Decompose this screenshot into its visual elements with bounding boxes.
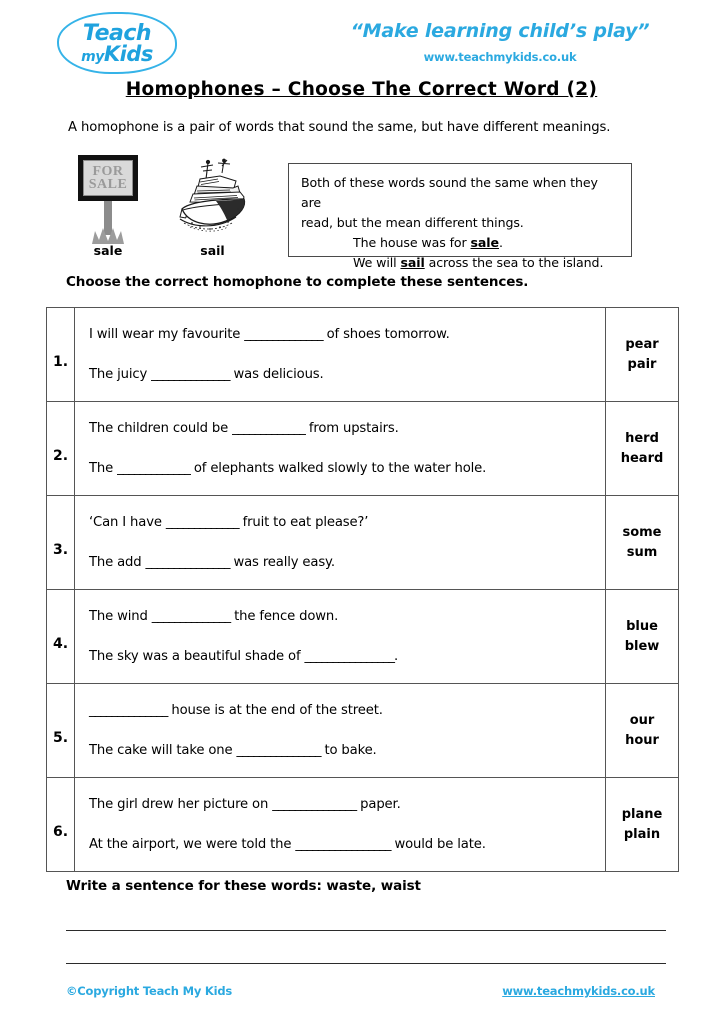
- explanation-box: [288, 163, 632, 270]
- page-title: Homophones – Choose The Correct Word (2): [125, 79, 598, 100]
- sentence-line: [89, 648, 605, 665]
- logo-text-kids: Kids: [103, 42, 153, 66]
- table-row: [47, 684, 679, 778]
- question-number: 3.: [47, 496, 75, 590]
- teach-my-kids-logo: [57, 12, 177, 74]
- sentence-text-pre: The cake will take one: [89, 742, 237, 758]
- example-sale-post: .: [498, 234, 503, 250]
- sentence-line: [89, 742, 605, 759]
- explanation-example-sail: [301, 253, 619, 273]
- questions-table: [46, 307, 679, 872]
- word-choice-option[interactable]: blue: [626, 619, 658, 634]
- sentence-line: [89, 608, 605, 625]
- sentence-text-post: house is at the end of the street.: [167, 703, 383, 719]
- question-sentences: [75, 590, 606, 684]
- answer-blank[interactable]: _____________: [232, 421, 305, 437]
- sale-caption: sale: [93, 243, 123, 258]
- answer-writing-line[interactable]: [66, 963, 666, 964]
- sentence-text-post: would be late.: [390, 836, 486, 852]
- sailboat-figure: [165, 155, 260, 260]
- table-row: [47, 496, 679, 590]
- for-sale-sign-board: [78, 155, 138, 201]
- answer-blank[interactable]: ______________: [89, 703, 168, 719]
- sentence-text-post: was delicious.: [229, 366, 324, 382]
- example-sail-pre: We will: [353, 254, 401, 270]
- sentence-line: [89, 702, 605, 719]
- word-choice-option[interactable]: some: [622, 525, 662, 540]
- brand-tagline: “Make learning child’s play”: [350, 20, 650, 42]
- answer-blank[interactable]: ______________: [151, 609, 231, 625]
- question-number: 6.: [47, 778, 75, 872]
- sentence-text-post: fruit to eat please?’: [238, 515, 369, 531]
- example-sale-pre: The house was for: [353, 234, 471, 250]
- word-choices: [606, 496, 679, 590]
- question-number: 4.: [47, 590, 75, 684]
- sentence-text-post: to bake.: [320, 742, 377, 758]
- sentence-text-post: the fence down.: [230, 609, 339, 625]
- word-choice-option[interactable]: blew: [624, 638, 660, 654]
- explanation-line-2: read, but the mean different things.: [301, 214, 524, 230]
- word-choices: [606, 778, 679, 872]
- word-choices: [606, 590, 679, 684]
- sentence-text-pre: The wind: [89, 609, 152, 625]
- footer-copyright: ©Copyright Teach My Kids: [66, 984, 233, 998]
- answer-blank[interactable]: _________________: [295, 836, 391, 852]
- word-choice-option[interactable]: pear: [625, 337, 659, 352]
- logo-text-my: my: [81, 49, 104, 65]
- example-section: [60, 155, 660, 270]
- sentence-text-pre: At the airport, we were told the: [89, 836, 296, 852]
- table-row: [47, 402, 679, 496]
- question-sentences: [75, 778, 606, 872]
- word-choices: [606, 402, 679, 496]
- answer-blank[interactable]: ______________: [244, 327, 323, 343]
- question-sentences: [75, 684, 606, 778]
- sentence-line: [89, 796, 605, 813]
- question-sentences: [75, 496, 606, 590]
- explanation-line-1: Both of these words sound the same when they are: [301, 175, 598, 210]
- example-sail-post: across the sea to the island.: [424, 254, 604, 270]
- sentence-text-pre: The: [89, 460, 118, 476]
- answer-writing-line[interactable]: [66, 930, 666, 931]
- answer-blank[interactable]: _____________: [165, 515, 239, 531]
- word-choices: [606, 308, 679, 402]
- table-row: [47, 590, 679, 684]
- for-sale-sign-figure: [68, 155, 148, 260]
- sentence-text-pre: The juicy: [89, 366, 152, 382]
- answer-blank[interactable]: ______________: [151, 366, 230, 382]
- answer-blank[interactable]: _______________: [145, 554, 230, 570]
- answer-blank[interactable]: _______________: [236, 742, 321, 758]
- question-sentences: [75, 308, 606, 402]
- question-number: 1.: [47, 308, 75, 402]
- logo-text-teach: Teach: [82, 21, 152, 46]
- word-choice-option[interactable]: plain: [623, 826, 661, 842]
- grass-tuft-icon: [90, 225, 126, 245]
- sentence-text-post: .: [394, 648, 399, 664]
- question-number: 5.: [47, 684, 75, 778]
- table-row: [47, 778, 679, 872]
- word-choice-option[interactable]: pair: [627, 356, 657, 372]
- answer-blank[interactable]: _____________: [117, 460, 190, 476]
- sentence-text-post: of shoes tomorrow.: [322, 327, 450, 343]
- example-sale-word: sale: [470, 234, 499, 250]
- sentence-text-pre: The sky was a beautiful shade of: [89, 648, 305, 664]
- sentence-line: [89, 326, 605, 343]
- word-choice-option[interactable]: plane: [621, 807, 663, 822]
- question-sentences: [75, 402, 606, 496]
- word-choice-option[interactable]: hour: [625, 732, 659, 748]
- logo-text-mykids: [57, 44, 177, 65]
- write-sentence-prompt: Write a sentence for these words: waste, waist: [66, 878, 421, 894]
- ship-illustration-icon: [170, 157, 250, 239]
- answer-blank[interactable]: _______________: [272, 797, 357, 813]
- sentence-text-pre: The girl drew her picture on: [89, 797, 273, 813]
- sentence-text-pre: The children could be: [89, 421, 233, 437]
- answer-blank[interactable]: ________________: [304, 648, 395, 664]
- word-choice-option[interactable]: heard: [620, 450, 664, 466]
- sentence-text-post: paper.: [356, 797, 401, 813]
- sentence-text-post: was really easy.: [229, 554, 335, 570]
- word-choice-option[interactable]: sum: [626, 544, 658, 560]
- questions-table-body: [47, 308, 679, 872]
- example-sail-word: sail: [400, 254, 425, 270]
- footer-website-link[interactable]: www.teachmykids.co.uk: [502, 984, 655, 998]
- sentence-text-post: of elephants walked slowly to the water hole.: [189, 460, 487, 476]
- word-choice-option[interactable]: our: [629, 713, 655, 728]
- word-choice-option[interactable]: herd: [625, 431, 659, 446]
- sentence-line: [89, 554, 605, 571]
- for-sale-sign-text: [83, 160, 133, 196]
- sentence-text-pre: I will wear my favourite: [89, 327, 245, 343]
- sentence-line: [89, 366, 605, 383]
- sentence-line: [89, 420, 605, 437]
- sentence-text-pre: The add: [89, 554, 146, 570]
- sign-line-sale: SALE: [88, 177, 128, 192]
- question-number: 2.: [47, 402, 75, 496]
- explanation-example-sale: [301, 233, 619, 253]
- sentence-text-post: from upstairs.: [304, 421, 399, 437]
- intro-definition: A homophone is a pair of words that sound the same, but have different meanings.: [68, 120, 611, 135]
- task-instruction: Choose the correct homophone to complete these sentences.: [66, 274, 529, 290]
- word-choices: [606, 684, 679, 778]
- sail-caption: sail: [200, 243, 225, 258]
- sentence-line: [89, 514, 605, 531]
- table-row: [47, 308, 679, 402]
- sentence-line: [89, 460, 605, 477]
- sentence-line: [89, 836, 605, 853]
- sentence-text-pre: ‘Can I have: [89, 515, 166, 531]
- sign-line-for: FOR: [92, 163, 124, 179]
- header-website-url: www.teachmykids.co.uk: [423, 50, 577, 64]
